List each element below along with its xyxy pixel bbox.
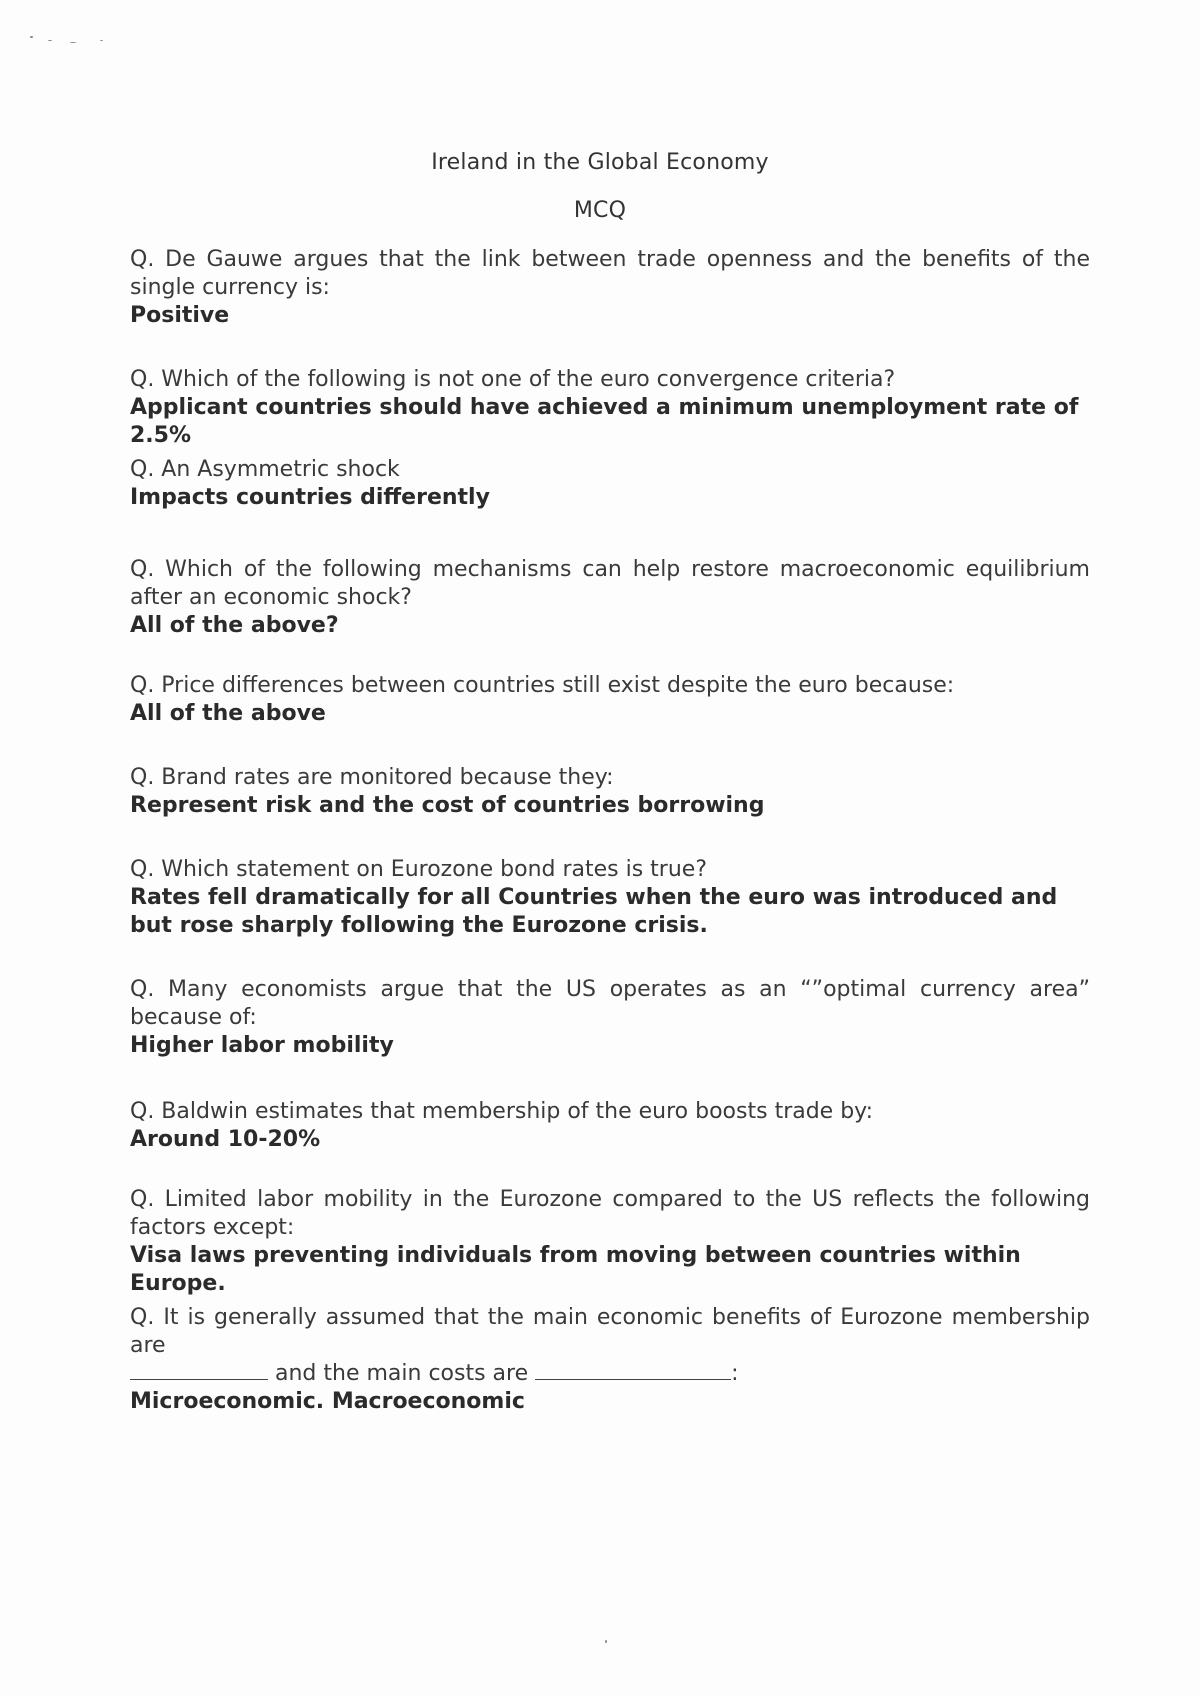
qa-item [130, 1098, 1090, 1154]
answer-text: Applicant countries should have achieved a minimum unemployment rate of 2.5% [130, 395, 1079, 448]
fill-in-line [130, 1360, 1090, 1388]
answer-text: Positive [130, 303, 230, 328]
blank-line [130, 1375, 268, 1380]
qa-item [130, 556, 1090, 640]
blank-line [535, 1375, 731, 1380]
answer-text: Higher labor mobility [130, 1033, 394, 1058]
qa-item [130, 1186, 1090, 1298]
document-title: Ireland in the Global Economy [431, 150, 769, 175]
question-text: Q. De Gauwe argues that the link between trade openness and the benefits of the single currency is: [130, 247, 1090, 300]
qa-item [130, 672, 1090, 728]
question-text: Q. Price differences between countries still exist despite the euro because: [130, 673, 955, 698]
qa-item [130, 456, 1090, 512]
qa-item [130, 976, 1090, 1060]
qa-item [130, 764, 1090, 820]
qa-item [130, 1304, 1090, 1416]
answer-text: Microeconomic. Macroeconomic [130, 1389, 525, 1414]
question-text: Q. Limited labor mobility in the Eurozone compared to the US reflects the following factors except: [130, 1187, 1090, 1240]
answer-text: Around 10-20% [130, 1127, 321, 1152]
qa-item [130, 856, 1090, 940]
question-end-punctuation: : [731, 1361, 739, 1386]
question-text: Q. An Asymmetric shock [130, 457, 400, 482]
answer-text: Rates fell dramatically for all Countries when the euro was introduced and but rose sharply following the Eurozone crisis. [130, 885, 1058, 938]
answer-text: Impacts countries differently [130, 485, 490, 510]
answer-text: All of the above? [130, 613, 339, 638]
answer-text: Visa laws preventing individuals from moving between countries within Europe. [130, 1243, 1021, 1296]
question-continuation: and the main costs are [275, 1361, 529, 1386]
answer-text: Represent risk and the cost of countries borrowing [130, 793, 765, 818]
answer-text: All of the above [130, 701, 326, 726]
question-text: Q. Which of the following mechanisms can help restore macroeconomic equilibrium after an economic shock? [130, 557, 1090, 610]
question-text: Q. It is generally assumed that the main economic benefits of Eurozone membership are [130, 1305, 1090, 1358]
question-text: Q. Which of the following is not one of the euro convergence criteria? [130, 367, 896, 392]
question-text: Q. Brand rates are monitored because they: [130, 765, 614, 790]
question-text: Q. Many economists argue that the US operates as an “”optimal currency area” because of: [130, 977, 1090, 1030]
qa-item [130, 366, 1090, 450]
question-text: Q. Which statement on Eurozone bond rates is true? [130, 857, 708, 882]
document-subtitle: MCQ [573, 198, 627, 223]
question-text: Q. Baldwin estimates that membership of the euro boosts trade by: [130, 1099, 874, 1124]
qa-item [130, 246, 1090, 330]
